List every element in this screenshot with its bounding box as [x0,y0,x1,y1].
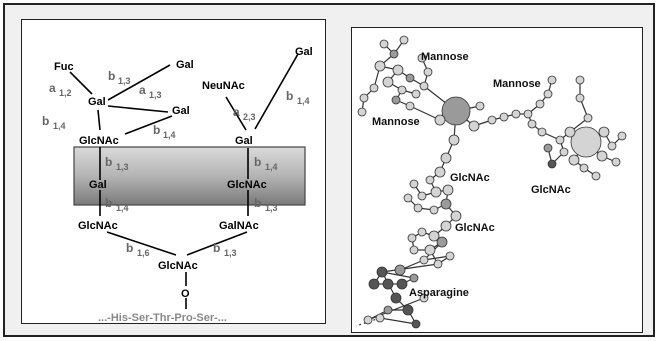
svg-text:1,4: 1,4 [297,96,310,106]
atom [435,115,445,125]
sugar-neunac: NeuNAc [202,80,245,92]
atom [410,246,418,254]
atom [420,256,428,264]
atom [383,77,393,87]
label-glcnac-mid: GlcNAc [450,172,490,184]
label-mannose-left: Mannose [372,116,420,128]
atom [377,267,387,277]
svg-text:1,4: 1,4 [116,203,129,213]
atom [442,97,470,125]
atom [576,76,584,84]
ball-and-stick-model [352,28,644,334]
svg-text:1,6: 1,6 [137,248,150,258]
atom [441,221,451,231]
atom [360,94,368,102]
atom [476,102,484,110]
atom [430,206,438,214]
atom [443,185,453,195]
atom [580,164,588,172]
svg-text:b: b [254,155,262,169]
linkage-b14-far-right [286,89,310,106]
atom [369,279,379,289]
svg-text:1,3: 1,3 [116,162,129,172]
label-mannose-top: Mannose [421,51,469,63]
atom [406,74,414,82]
atom [395,265,405,275]
label-mannose-right: Mannose [493,78,541,90]
glycan-schematic-panel [21,19,326,324]
atom [424,68,432,76]
atom [441,153,451,163]
atom [597,151,607,161]
atom [364,316,372,324]
sugar-gal-upper-left: Gal [88,96,106,108]
svg-text:b: b [126,241,134,255]
atom [571,127,601,157]
atom [536,100,544,108]
atom [618,132,626,140]
glycan-schematic [22,20,327,325]
atom [380,40,388,48]
label-asparagine: Asparagine [409,287,469,299]
svg-text:b: b [42,114,50,128]
atom [384,306,392,314]
atom [404,194,412,202]
atom [592,172,600,180]
svg-text:1,3: 1,3 [224,248,237,258]
svg-text:1,2: 1,2 [59,88,72,98]
atom [548,160,556,168]
atom [393,65,403,75]
atom [418,228,426,236]
atom [426,176,434,184]
atom [412,320,420,328]
atom [548,76,556,84]
svg-text:a: a [233,105,240,119]
svg-text:b: b [153,123,161,137]
sugar-gal-small: Gal [172,105,190,117]
svg-text:b: b [213,241,221,255]
sugar-gal-far-right: Gal [295,46,313,58]
bond [380,318,416,324]
atom [449,135,459,145]
atom [576,94,584,102]
sugar-glcnac-membrane: GlcNAc [227,179,267,191]
figure-frame [3,3,655,337]
atom [565,127,575,137]
atom [435,167,445,177]
molecular-model-panel [351,27,643,333]
atom [400,36,408,44]
svg-text:1,4: 1,4 [265,162,278,172]
atom [437,237,447,247]
atom [544,144,552,152]
atom [446,252,454,260]
svg-text:b: b [254,196,262,210]
sugar-gal-right: Gal [235,135,253,147]
oxygen-atom: O [181,288,190,300]
atom [397,279,407,289]
svg-text:1,3: 1,3 [118,76,131,86]
atom [398,86,406,94]
atom [425,245,435,255]
linkage-b14-small [153,123,176,140]
atom [408,234,416,242]
label-glcnac-lower: GlcNAc [455,222,495,234]
atom [612,158,620,166]
svg-text:b: b [108,69,116,83]
atom [451,211,461,221]
atom [599,127,609,137]
atom [406,102,414,110]
linkage-b14-left [42,114,66,131]
svg-text:2,3: 2,3 [243,112,256,122]
atom [390,50,398,58]
atom [469,121,479,131]
atom [376,314,384,322]
linkage-b16 [126,241,150,258]
svg-text:1,4: 1,4 [53,121,66,131]
atom [392,96,400,104]
atom [512,110,520,118]
atom [420,82,428,90]
atom [403,305,413,315]
atom [500,113,508,121]
atom [560,148,568,156]
atom [441,199,451,209]
model-atoms [358,36,626,328]
atom [434,260,442,268]
atom [358,108,366,116]
peptide-sequence: ...-His-Ser-Thr-Pro-Ser-... [98,312,227,324]
linkage-a13 [139,83,162,100]
sugar-gal-membrane: Gal [89,179,107,191]
atom [410,180,418,188]
atom [412,90,420,98]
atom [375,61,385,71]
atom [584,114,592,122]
atom [538,128,546,136]
atom [569,155,579,165]
atom [528,120,536,128]
svg-text:b: b [105,196,113,210]
svg-text:1,3: 1,3 [149,90,162,100]
svg-text:1,3: 1,3 [265,203,278,213]
sugar-glcnac-bottom: GlcNAc [158,260,198,272]
linkage-a12 [49,81,72,98]
atom [431,187,441,197]
sugar-glcnac-upper-left: GlcNAc [79,135,119,147]
atom [488,116,496,124]
label-glcnac-right: GlcNAc [531,184,571,196]
atom [524,110,532,118]
sugar-galnac-lower-right: GalNAc [219,220,259,232]
atom [544,90,552,98]
atom [556,136,564,144]
sugar-fuc: Fuc [54,61,74,73]
svg-text:a: a [49,81,56,95]
linkage-b13-top [108,69,131,86]
atom [383,279,393,289]
svg-text:b: b [286,89,294,103]
svg-text:a: a [139,83,146,97]
atom [391,293,401,303]
svg-text:1,4: 1,4 [163,130,176,140]
linkage-a23 [233,105,256,122]
atom [370,84,378,92]
atom [418,192,426,200]
atom [608,142,616,150]
linkage-b13-bottom [213,241,237,258]
sugar-gal-top: Gal [176,59,194,71]
atom [414,204,422,212]
atom [410,274,418,282]
svg-text:b: b [105,155,113,169]
sugar-glcnac-lower-left: GlcNAc [78,220,118,232]
